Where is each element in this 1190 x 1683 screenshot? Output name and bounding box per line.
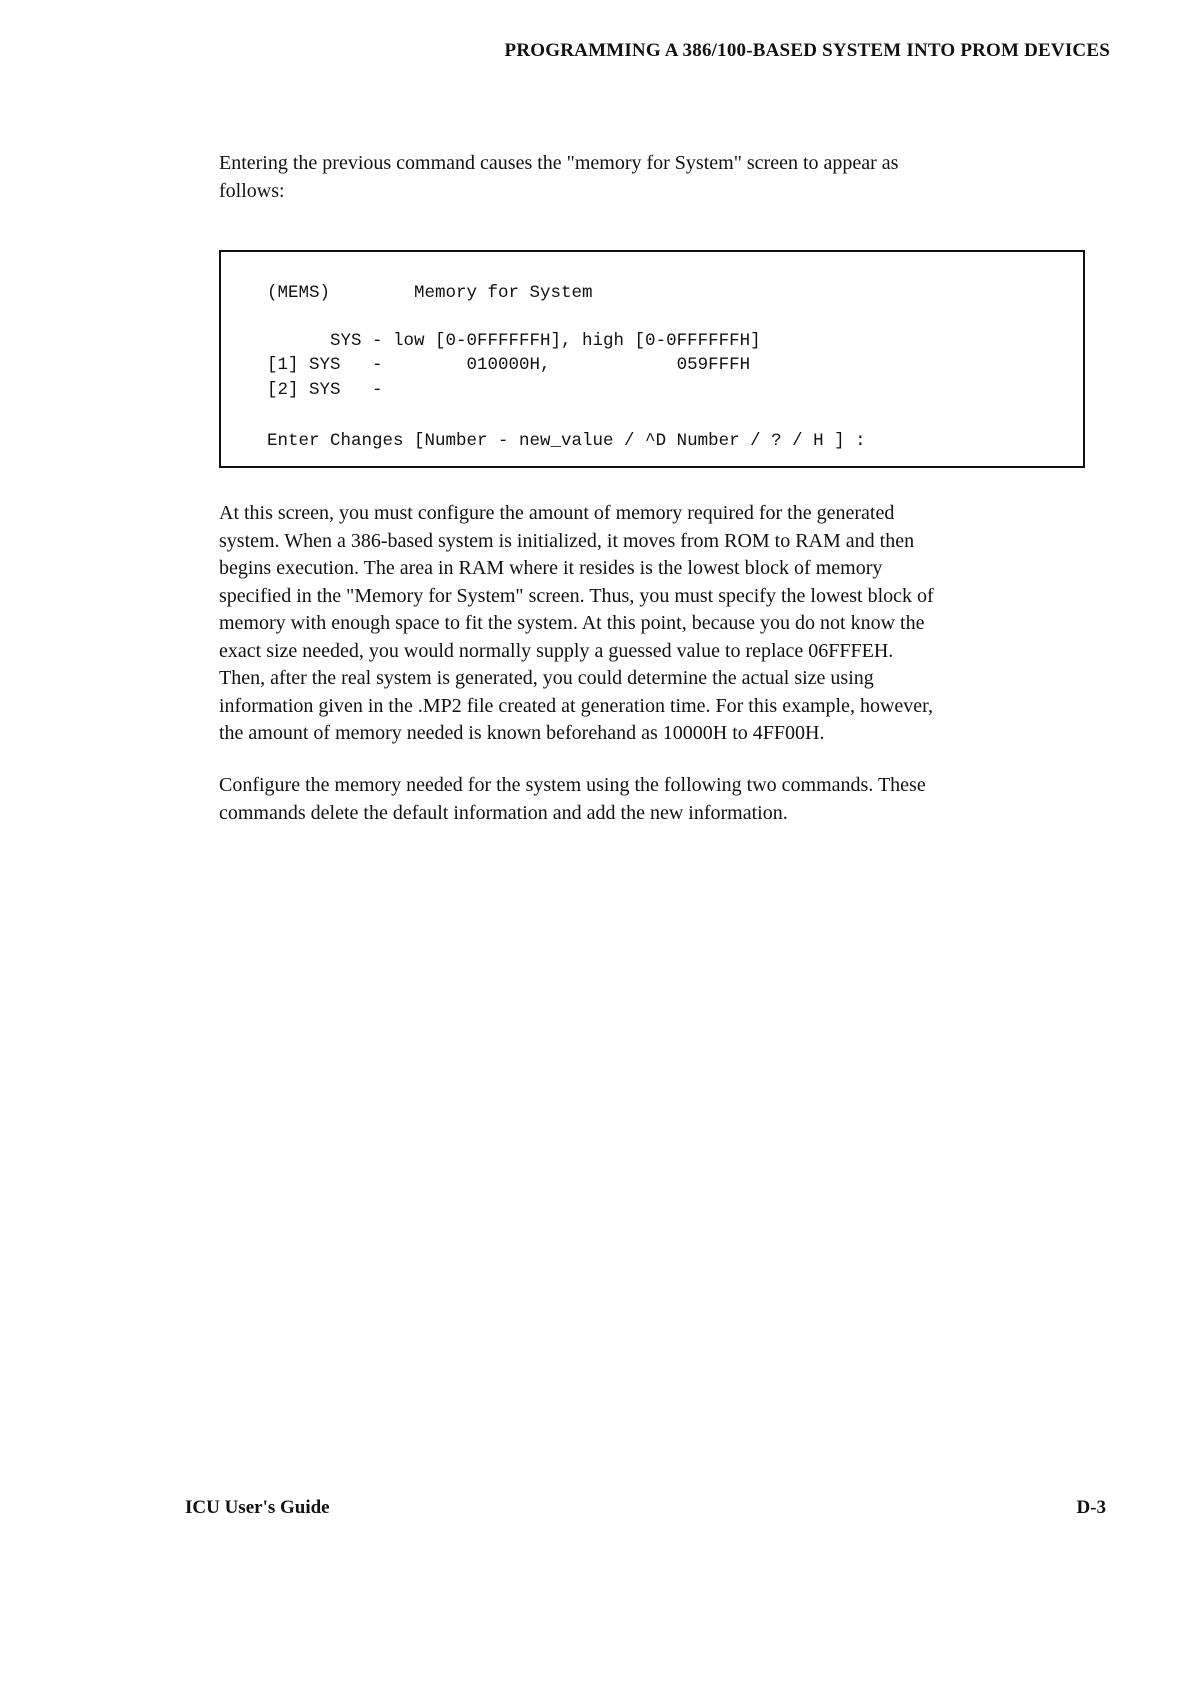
intro-paragraph	[219, 150, 1089, 205]
running-header: PROGRAMMING A 386/100-BASED SYSTEM INTO PROM DEVICES	[504, 40, 1110, 61]
closing-paragraph	[219, 772, 1089, 827]
text-line: the amount of memory needed is known beforehand as 10000H to 4FF00H.	[219, 722, 825, 744]
text-line: specified in the "Memory for System" screen. Thus, you must specify the lowest block of	[219, 584, 934, 607]
text-line: follows:	[219, 179, 285, 202]
text-line: Entering the previous command causes the "memory for System" screen to appear as	[219, 152, 899, 174]
text-line: At this screen, you must configure the amount of memory required for the generated	[219, 502, 895, 524]
screen-entry-2: [2] SYS -	[267, 380, 383, 400]
text-line: commands delete the default information and add the new information.	[219, 801, 788, 824]
text-line: memory with enough space to fit the system. At this point, because you do not know the	[219, 612, 925, 634]
footer-guide-title: ICU User's Guide	[185, 1497, 330, 1518]
page-number: D-3	[1076, 1497, 1106, 1518]
terminal-screen-box	[219, 250, 1085, 468]
screen-title-line: (MEMS) Memory for System	[267, 283, 593, 303]
text-line: exact size needed, you would normally supply a guessed value to replace 06FFFEH.	[219, 639, 894, 662]
text-line: Configure the memory needed for the system using the following two commands. These	[219, 774, 926, 796]
screen-prompt-line: Enter Changes [Number - new_value / ^D Number / ? / H ] :	[267, 431, 866, 451]
text-line: Then, after the real system is generated, you could determine the actual size using	[219, 667, 874, 689]
screen-entry-1: [1] SYS - 010000H, 059FFFH	[267, 355, 751, 375]
text-line: begins execution. The area in RAM where it resides is the lowest block of memory	[219, 557, 883, 579]
screen-range-line: SYS - low [0-0FFFFFFH], high [0-0FFFFFFH]	[267, 331, 761, 351]
body-paragraph	[219, 500, 1089, 748]
text-line: system. When a 386-based system is initialized, it moves from ROM to RAM and then	[219, 529, 915, 552]
text-line: information given in the .MP2 file created at generation time. For this example, however,	[219, 694, 933, 717]
